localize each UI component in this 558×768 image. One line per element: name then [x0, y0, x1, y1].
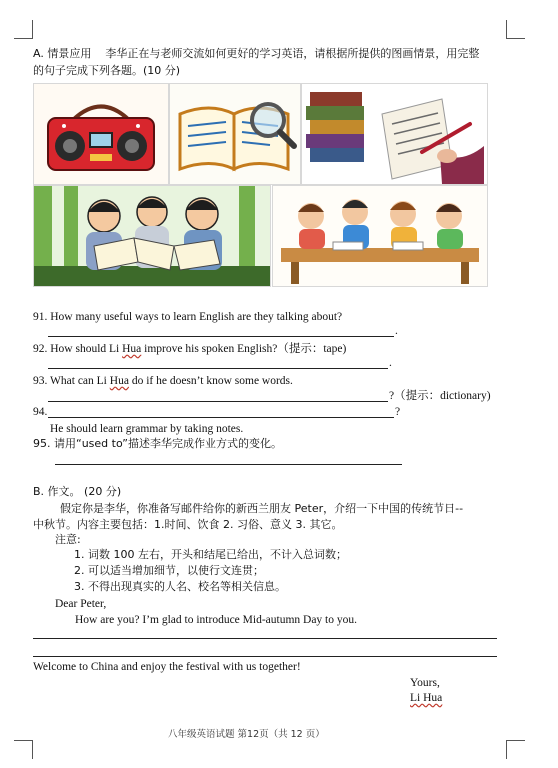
crop-mark-top-right [506, 20, 525, 39]
students-reading-icon [34, 186, 270, 286]
letter-greeting: Dear Peter, [55, 598, 107, 610]
answer-line-91[interactable] [48, 336, 394, 337]
section-b-prompt-line2: 中秋节。内容主要包括：1.时间、饮食 2. 习俗、意义 3. 其它。 [33, 518, 343, 531]
boombox-illustration [33, 83, 169, 185]
answer-line-92[interactable] [48, 368, 388, 369]
question-92-text-b: improve his spoken English?（提示：tape) [141, 343, 347, 355]
question-95 [33, 437, 282, 451]
answer-line-93[interactable] [48, 401, 388, 402]
crop-mark-top-left [14, 20, 33, 39]
question-92-number: 92. [33, 343, 48, 355]
writing-line-1[interactable] [33, 638, 497, 639]
question-93-name: Hua [109, 375, 129, 387]
answer-line-92-end: . [389, 357, 392, 369]
section-a-heading: A. 情景应用 [33, 47, 92, 60]
note-2: 2. 可以适当增加细节，以使行文连贯； [74, 564, 264, 577]
question-94-number: 94. [33, 406, 48, 418]
question-92 [33, 342, 346, 356]
question-95-number: 95. [33, 437, 51, 450]
question-93-text-b: do if he doesn’t know some words. [128, 375, 293, 387]
question-95-text: 请用“used to”描述李华完成作业方式的变化。 [54, 437, 282, 450]
notebook-pen-icon [302, 84, 487, 184]
boombox-icon [34, 84, 168, 184]
study-group-icon [273, 186, 487, 286]
book-magnifier-illustration [169, 83, 301, 185]
crop-mark-bottom-left [14, 740, 33, 759]
section-b-heading: B. 作文。 (20 分) [33, 485, 122, 498]
answer-line-94-end: ? [395, 406, 401, 418]
question-92-text-a: How should Li [50, 343, 123, 355]
question-91 [33, 310, 342, 324]
question-91-number: 91. [33, 311, 48, 323]
answer-line-94[interactable] [48, 417, 394, 418]
answer-line-91-end: . [395, 325, 398, 337]
study-group-illustration [272, 185, 488, 287]
crop-mark-bottom-right [506, 740, 525, 759]
book-magnifier-icon [170, 84, 300, 184]
letter-opening: How are you? I’m glad to introduce Mid-autumn Day to you. [75, 614, 358, 626]
page-footer: 八年级英语试题 第12页（共 12 页） [168, 729, 325, 740]
question-93 [33, 374, 293, 388]
section-b-prompt-line1: 假定你是李华，你准备写邮件给你的新西兰朋友 Peter，介绍一下中国的传统节日-- [60, 502, 464, 515]
question-94-answer: He should learn grammar by taking notes. [50, 423, 244, 435]
letter-signature: Li Hua [410, 692, 443, 704]
question-93-text-a: What can Li [50, 375, 110, 387]
note-3: 3. 不得出现真实的人名、校名等相关信息。 [74, 580, 286, 593]
answer-line-95[interactable] [55, 464, 402, 465]
section-a-instruction-line1: 李华正在与老师交流如何更好的学习英语，请根据所提供的图画情景，用完整 [105, 47, 480, 60]
section-a-instruction-line2: 的句子完成下列各题。(10 分) [33, 64, 181, 77]
answer-line-93-end: ?（提示：dictionary) [389, 390, 491, 402]
notes-label: 注意: [55, 533, 81, 546]
books-writing-illustration [301, 83, 488, 185]
note-1: 1. 词数 100 左右，开头和结尾已给出，不计入总词数； [74, 548, 347, 561]
question-92-name: Hua [122, 343, 142, 355]
writing-line-2[interactable] [33, 656, 497, 657]
question-91-text: How many useful ways to learn English are they talking about? [50, 311, 343, 323]
letter-signoff: Yours, [410, 677, 440, 689]
boys-reading-illustration [33, 185, 271, 287]
letter-closing: Welcome to China and enjoy the festival with us together! [33, 661, 301, 673]
question-93-number: 93. [33, 375, 48, 387]
section-a-instruction [33, 47, 479, 61]
